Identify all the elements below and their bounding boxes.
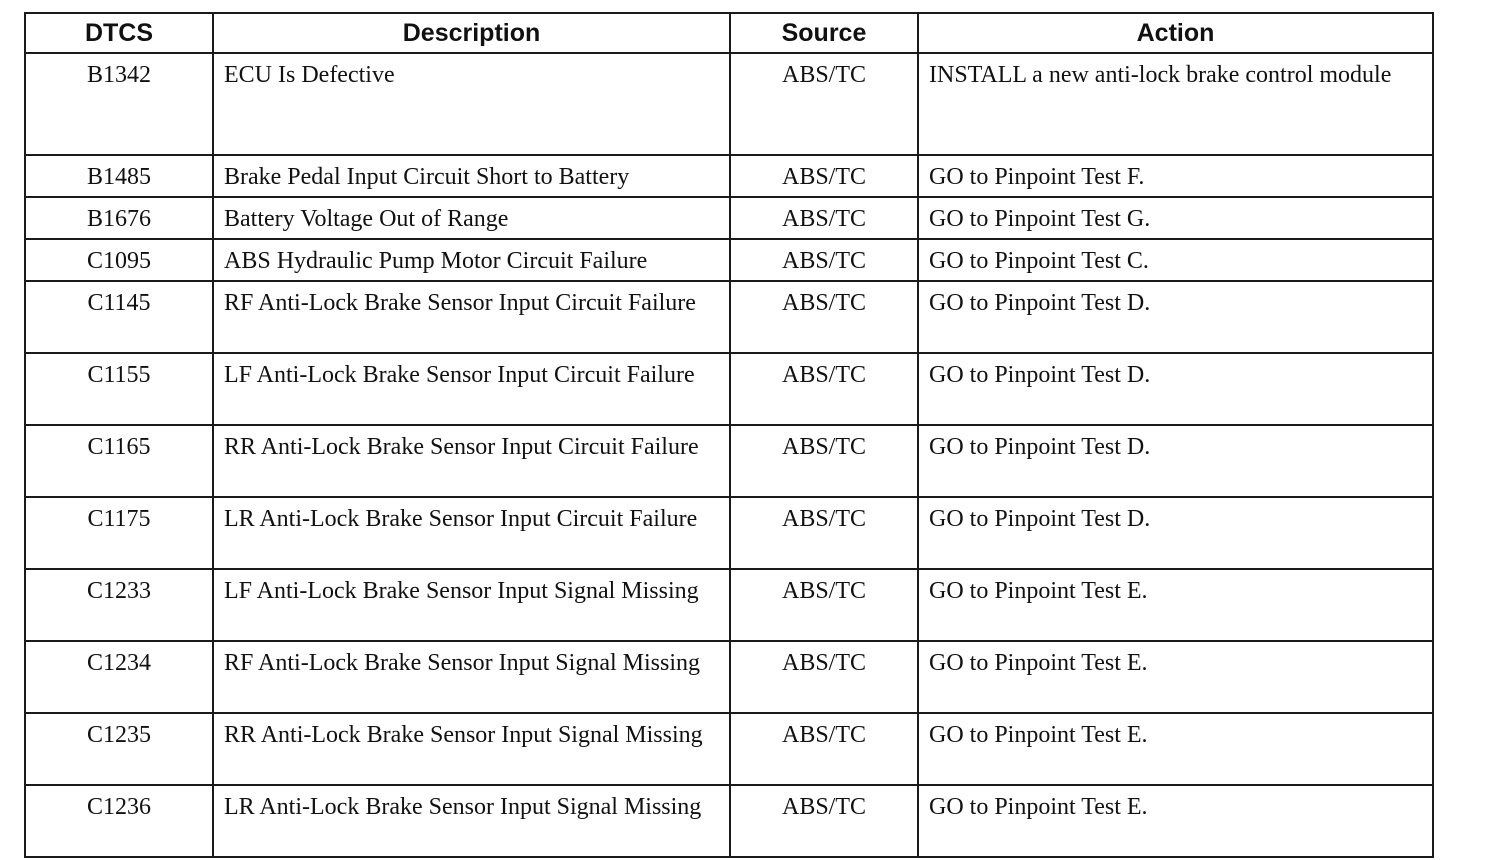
dtc-description: LF Anti-Lock Brake Sensor Input Circuit Failure xyxy=(213,353,730,425)
dtc-code: B1676 xyxy=(25,197,213,239)
table-row xyxy=(25,569,1433,641)
dtc-source: ABS/TC xyxy=(730,497,918,569)
dtc-action: GO to Pinpoint Test E. xyxy=(918,713,1433,785)
table-row xyxy=(25,353,1433,425)
table-row xyxy=(25,239,1433,281)
dtc-table xyxy=(24,12,1434,858)
header-row xyxy=(25,13,1433,53)
dtc-code: C1233 xyxy=(25,569,213,641)
header-source: Source xyxy=(730,13,918,53)
dtc-source: ABS/TC xyxy=(730,425,918,497)
header-action: Action xyxy=(918,13,1433,53)
dtc-action: GO to Pinpoint Test D. xyxy=(918,353,1433,425)
dtc-code: C1235 xyxy=(25,713,213,785)
header-description: Description xyxy=(213,13,730,53)
dtc-table-container xyxy=(24,12,1432,858)
dtc-source: ABS/TC xyxy=(730,197,918,239)
dtc-source: ABS/TC xyxy=(730,155,918,197)
dtc-source: ABS/TC xyxy=(730,239,918,281)
dtc-code: C1155 xyxy=(25,353,213,425)
table-row xyxy=(25,497,1433,569)
table-row xyxy=(25,425,1433,497)
dtc-description: Battery Voltage Out of Range xyxy=(213,197,730,239)
dtc-code: C1165 xyxy=(25,425,213,497)
dtc-description: LR Anti-Lock Brake Sensor Input Circuit Failure xyxy=(213,497,730,569)
dtc-description: Brake Pedal Input Circuit Short to Battery xyxy=(213,155,730,197)
dtc-description: RF Anti-Lock Brake Sensor Input Circuit Failure xyxy=(213,281,730,353)
dtc-code: C1234 xyxy=(25,641,213,713)
dtc-description: RR Anti-Lock Brake Sensor Input Signal Missing xyxy=(213,713,730,785)
dtc-code: C1145 xyxy=(25,281,213,353)
dtc-action: INSTALL a new anti-lock brake control module xyxy=(918,53,1433,155)
dtc-action: GO to Pinpoint Test E. xyxy=(918,569,1433,641)
dtc-code: C1095 xyxy=(25,239,213,281)
dtc-description: ECU Is Defective xyxy=(213,53,730,155)
dtc-description: LF Anti-Lock Brake Sensor Input Signal Missing xyxy=(213,569,730,641)
table-row xyxy=(25,641,1433,713)
dtc-description: LR Anti-Lock Brake Sensor Input Signal Missing xyxy=(213,785,730,857)
dtc-source: ABS/TC xyxy=(730,713,918,785)
dtc-action: GO to Pinpoint Test D. xyxy=(918,281,1433,353)
dtc-action: GO to Pinpoint Test C. xyxy=(918,239,1433,281)
dtc-source: ABS/TC xyxy=(730,53,918,155)
table-row xyxy=(25,281,1433,353)
dtc-source: ABS/TC xyxy=(730,785,918,857)
dtc-action: GO to Pinpoint Test D. xyxy=(918,497,1433,569)
dtc-source: ABS/TC xyxy=(730,641,918,713)
dtc-source: ABS/TC xyxy=(730,281,918,353)
dtc-description: RR Anti-Lock Brake Sensor Input Circuit Failure xyxy=(213,425,730,497)
dtc-code: B1485 xyxy=(25,155,213,197)
dtc-action: GO to Pinpoint Test E. xyxy=(918,641,1433,713)
table-row xyxy=(25,53,1433,155)
dtc-action: GO to Pinpoint Test E. xyxy=(918,785,1433,857)
dtc-code: C1236 xyxy=(25,785,213,857)
table-row xyxy=(25,155,1433,197)
table-row xyxy=(25,785,1433,857)
table-row xyxy=(25,197,1433,239)
dtc-action: GO to Pinpoint Test G. xyxy=(918,197,1433,239)
dtc-code: B1342 xyxy=(25,53,213,155)
dtc-description: ABS Hydraulic Pump Motor Circuit Failure xyxy=(213,239,730,281)
table-row xyxy=(25,713,1433,785)
dtc-action: GO to Pinpoint Test F. xyxy=(918,155,1433,197)
dtc-source: ABS/TC xyxy=(730,353,918,425)
header-dtcs: DTCS xyxy=(25,13,213,53)
dtc-code: C1175 xyxy=(25,497,213,569)
dtc-source: ABS/TC xyxy=(730,569,918,641)
dtc-description: RF Anti-Lock Brake Sensor Input Signal Missing xyxy=(213,641,730,713)
dtc-action: GO to Pinpoint Test D. xyxy=(918,425,1433,497)
